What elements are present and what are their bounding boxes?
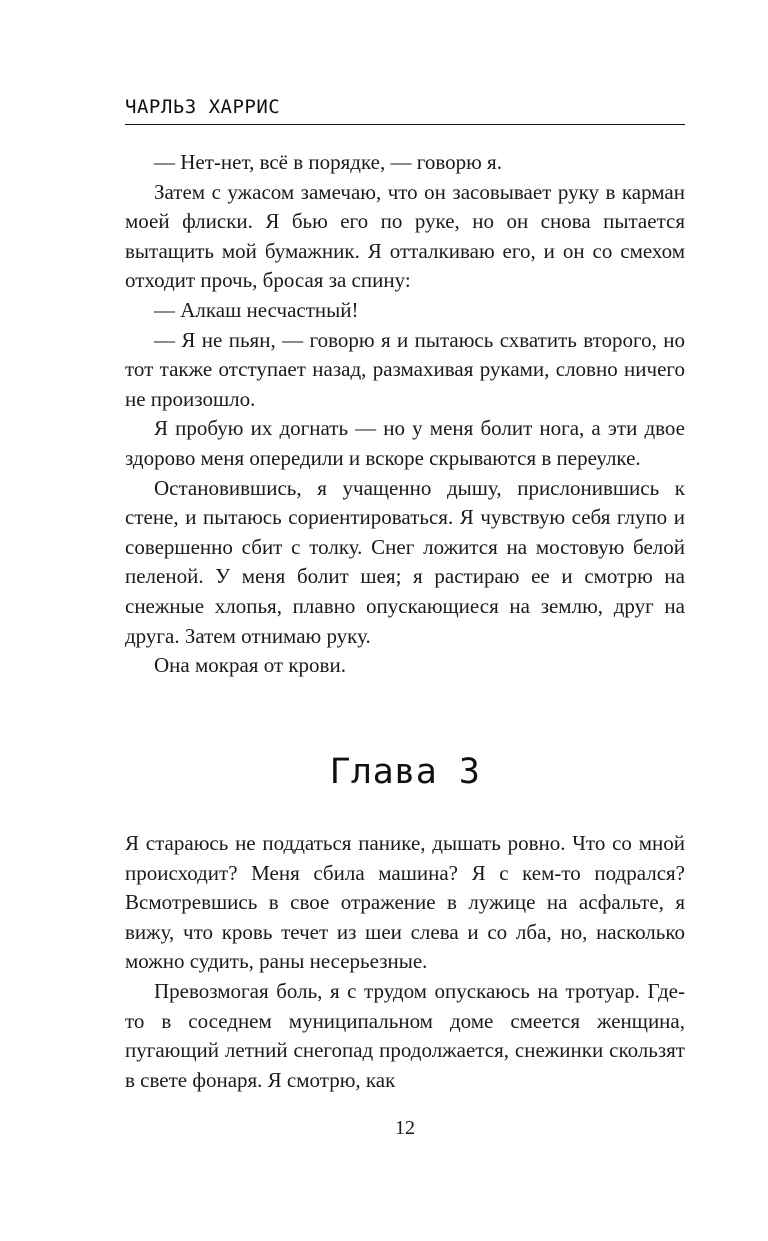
page-number: 12 xyxy=(395,1117,415,1139)
text-section-1 xyxy=(125,148,685,681)
paragraph: Остановившись, я учащенно дышу, прислонившись к стене, и пытаюсь сориентироваться. Я чувствую себя глупо и совершенно сбит с толку. Снег ложится на мостовую белой пеленой. У меня болит шея; я растираю ее и смотрю на снежные хлопья, плавно опускающиеся на землю, друг на друга. Затем отнимаю руку. xyxy=(125,475,685,648)
paragraph: — Нет-нет, всё в порядке, — говорю я. xyxy=(154,150,502,174)
chapter-title: Глава 3 xyxy=(329,752,481,792)
paragraph: — Алкаш несчастный! xyxy=(154,297,359,322)
running-head: ЧАРЛЬЗ ХАРРИС xyxy=(125,96,281,118)
paragraph: — Я не пьян, — говорю я и пытаюсь схватить второго, но тот также отступает назад, размахивая руками, словно ничего не произошло. xyxy=(125,327,685,411)
paragraph: Я пробую их догнать — но у меня болит нога, а эти двое здорово меня опередили и вскоре скрываются в переулке. xyxy=(125,416,685,470)
paragraph: Затем с ужасом замечаю, что он засовывает руку в карман моей флиски. Я бью его по руке, но он снова пытается вытащить мой бумажник. Я отталкиваю его, и он со смехом отходит прочь, бросая за спину: xyxy=(125,179,685,293)
paragraph: Я стараюсь не поддаться панике, дышать ровно. Что со мной происходит? Меня сбила машина? Я с кем-то подрался? Всмотревшись в свое отражение в лужице на асфальте, я вижу, что кровь течет из шеи слева и со лба, но, насколько можно судить, раны несерьезные. xyxy=(125,831,685,974)
text-section-2 xyxy=(125,829,685,1095)
paragraph: Превозмогая боль, я с трудом опускаюсь на тротуар. Где-то в соседнем муниципальном доме смеется женщина, пугающий летний снегопад продолжается, снежинки скользят в свете фонаря. Я смотрю, как xyxy=(125,978,685,1092)
paragraph: Она мокрая от крови. xyxy=(154,653,346,678)
header-rule xyxy=(125,124,685,125)
